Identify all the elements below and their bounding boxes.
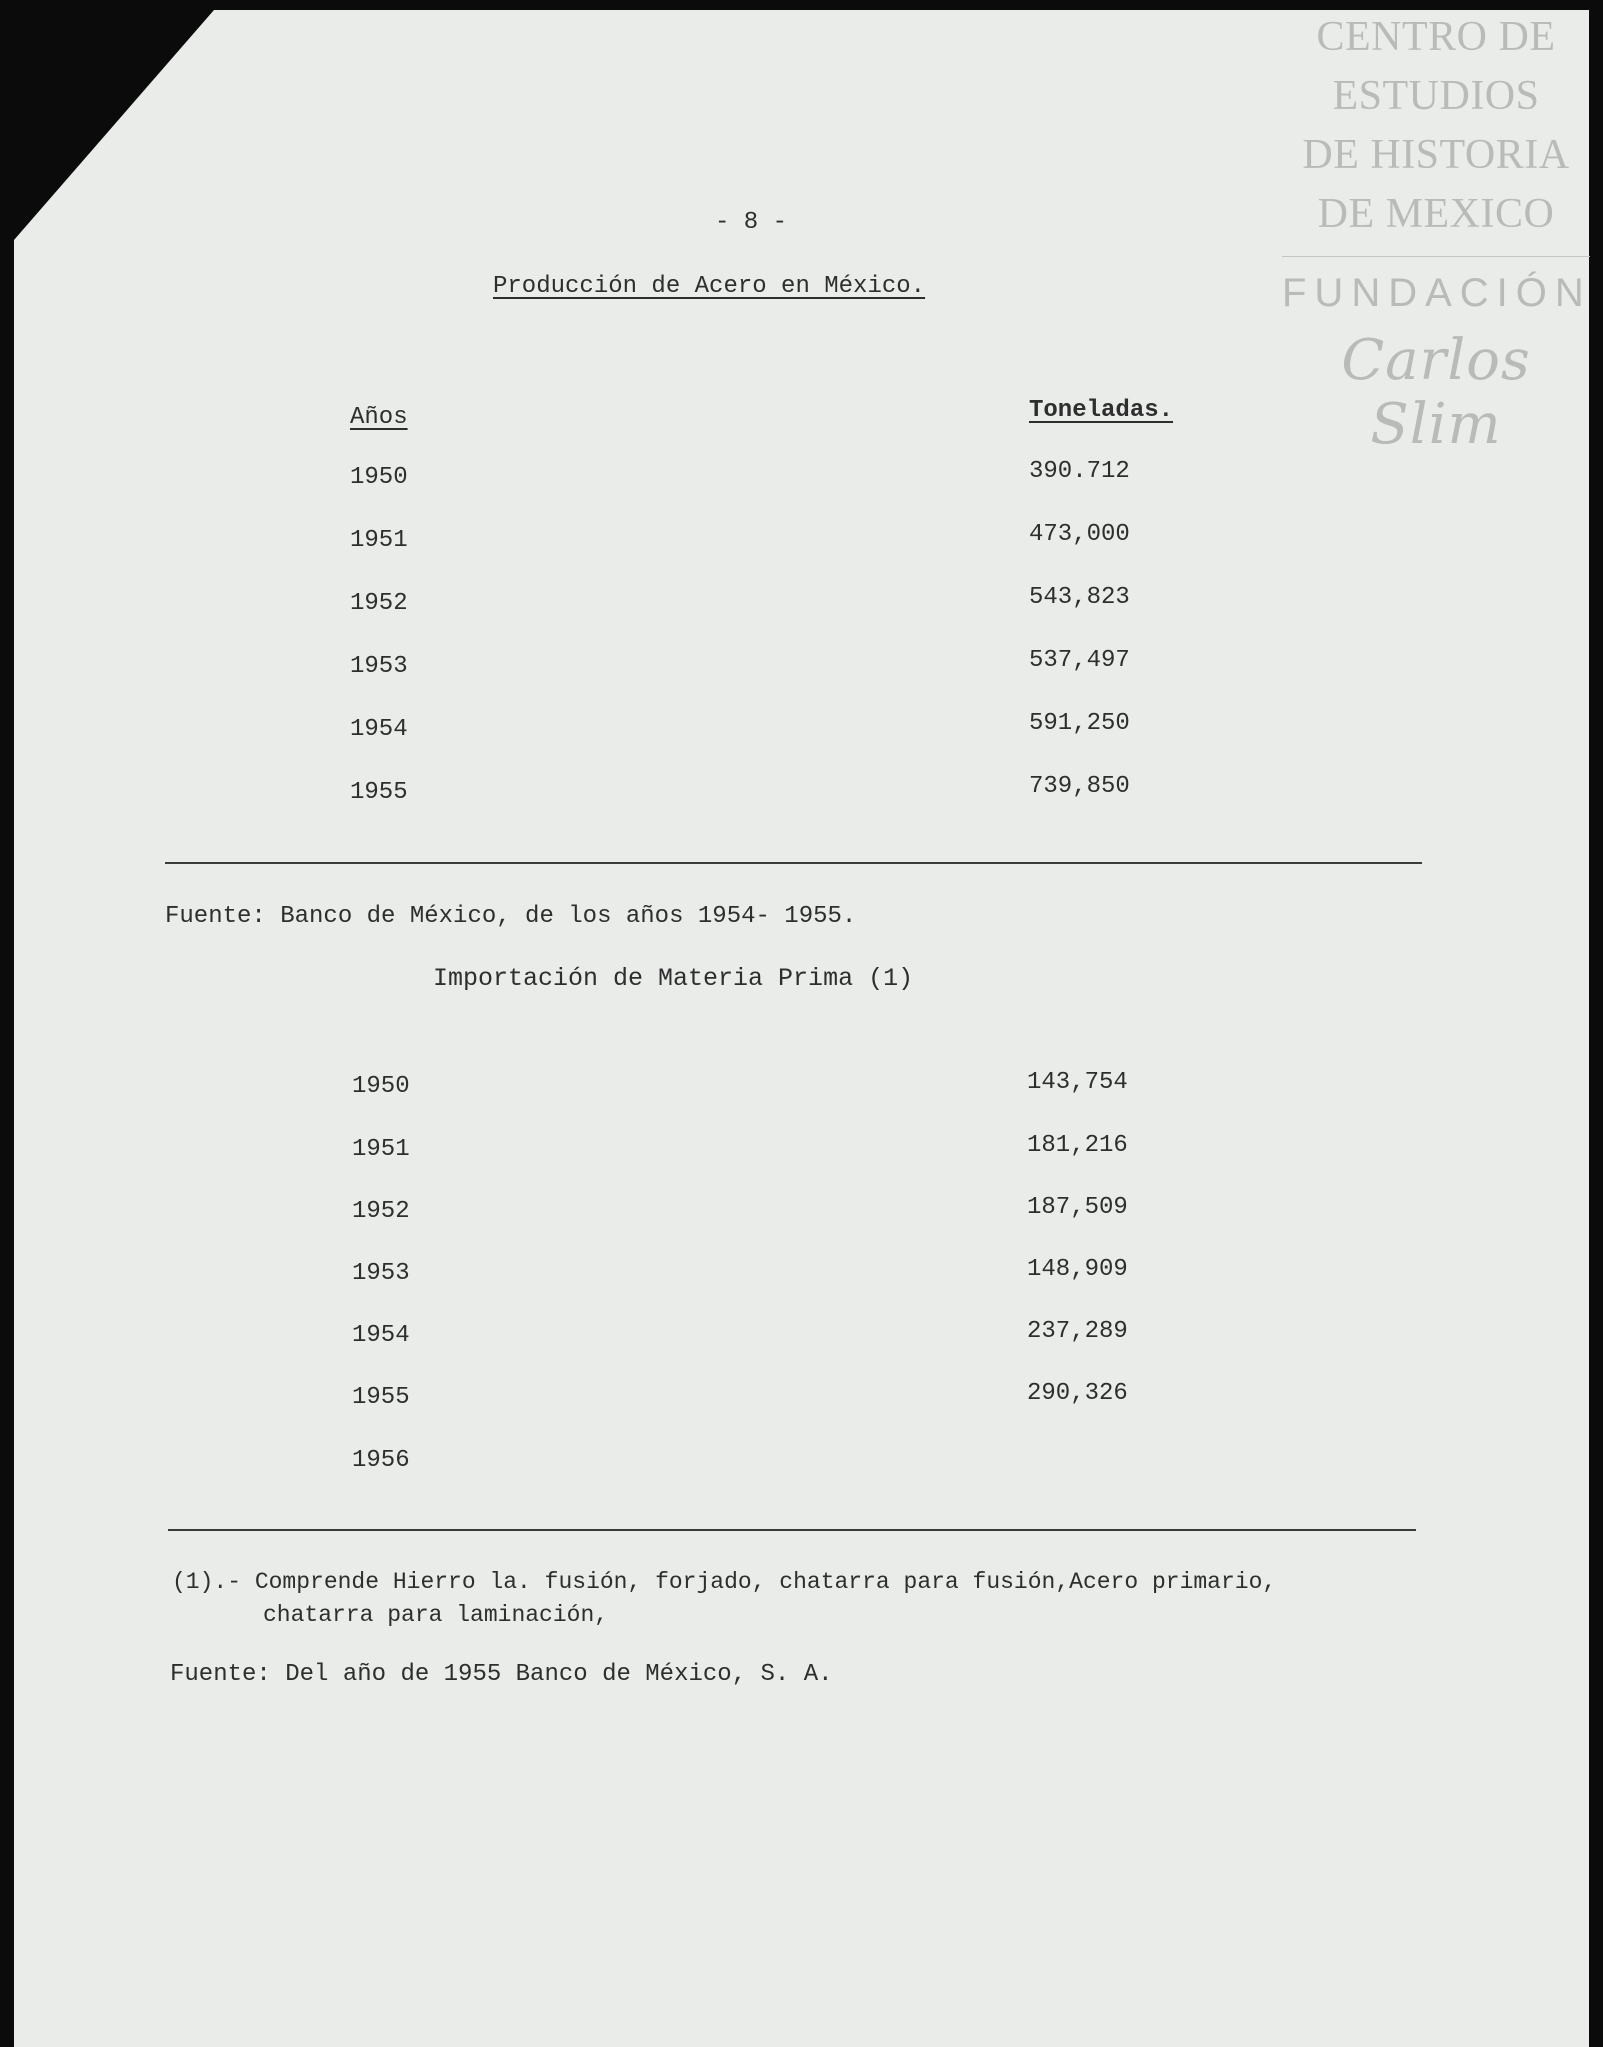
imports-year: 1953	[352, 1260, 410, 1287]
imports-year: 1951	[352, 1136, 410, 1163]
production-year: 1950	[350, 464, 408, 491]
imports-year: 1950	[352, 1073, 410, 1100]
imports-year: 1954	[352, 1322, 410, 1349]
section-divider	[165, 862, 1422, 864]
imports-tons: 143,754	[1027, 1069, 1128, 1096]
column-header-years: Años	[350, 404, 408, 431]
page-number: - 8 -	[715, 209, 788, 236]
production-source: Fuente: Banco de México, de los años 1954- 1955.	[165, 903, 857, 930]
imports-tons: 181,216	[1027, 1132, 1128, 1159]
production-tons: 537,497	[1029, 647, 1130, 674]
column-header-tons: Toneladas.	[1029, 397, 1174, 424]
production-year: 1955	[350, 779, 408, 806]
production-tons: 543,823	[1029, 584, 1130, 611]
section-divider	[168, 1529, 1416, 1531]
watermark-line: ESTUDIOS	[1332, 73, 1540, 119]
imports-year: 1955	[352, 1384, 410, 1411]
production-year: 1951	[350, 527, 408, 554]
imports-tons: 290,326	[1027, 1380, 1128, 1407]
imports-tons: 187,509	[1027, 1194, 1128, 1221]
production-year: 1953	[350, 653, 408, 680]
imports-year: 1956	[352, 1447, 410, 1474]
footnote-line: chatarra para laminación,	[263, 1602, 609, 1628]
production-year: 1952	[350, 590, 408, 617]
imports-title: Importación de Materia Prima (1)	[433, 964, 914, 993]
imports-year: 1952	[352, 1198, 410, 1225]
production-tons: 591,250	[1029, 710, 1130, 737]
watermark-divider	[1282, 256, 1590, 257]
production-tons: 739,850	[1029, 773, 1130, 800]
imports-tons: 148,909	[1027, 1256, 1128, 1283]
watermark-line: DE MEXICO	[1317, 191, 1555, 237]
watermark-line: DE HISTORIA	[1302, 132, 1570, 178]
watermark-line: CENTRO DE	[1316, 14, 1556, 60]
watermark-signature: Carlos Slim	[1341, 328, 1531, 457]
archive-watermark	[1282, 8, 1590, 457]
production-title: Producción de Acero en México.	[493, 273, 926, 300]
production-year: 1954	[350, 716, 408, 743]
watermark-foundation: FUNDACIÓN	[1282, 271, 1592, 315]
imports-source: Fuente: Del año de 1955 Banco de México, S. A.	[170, 1661, 833, 1688]
production-tons: 473,000	[1029, 521, 1130, 548]
imports-tons: 237,289	[1027, 1318, 1128, 1345]
production-tons: 390.712	[1029, 458, 1130, 485]
footnote-line: (1).- Comprende Hierro la. fusión, forjado, chatarra para fusión,Acero primario,	[172, 1569, 1277, 1595]
